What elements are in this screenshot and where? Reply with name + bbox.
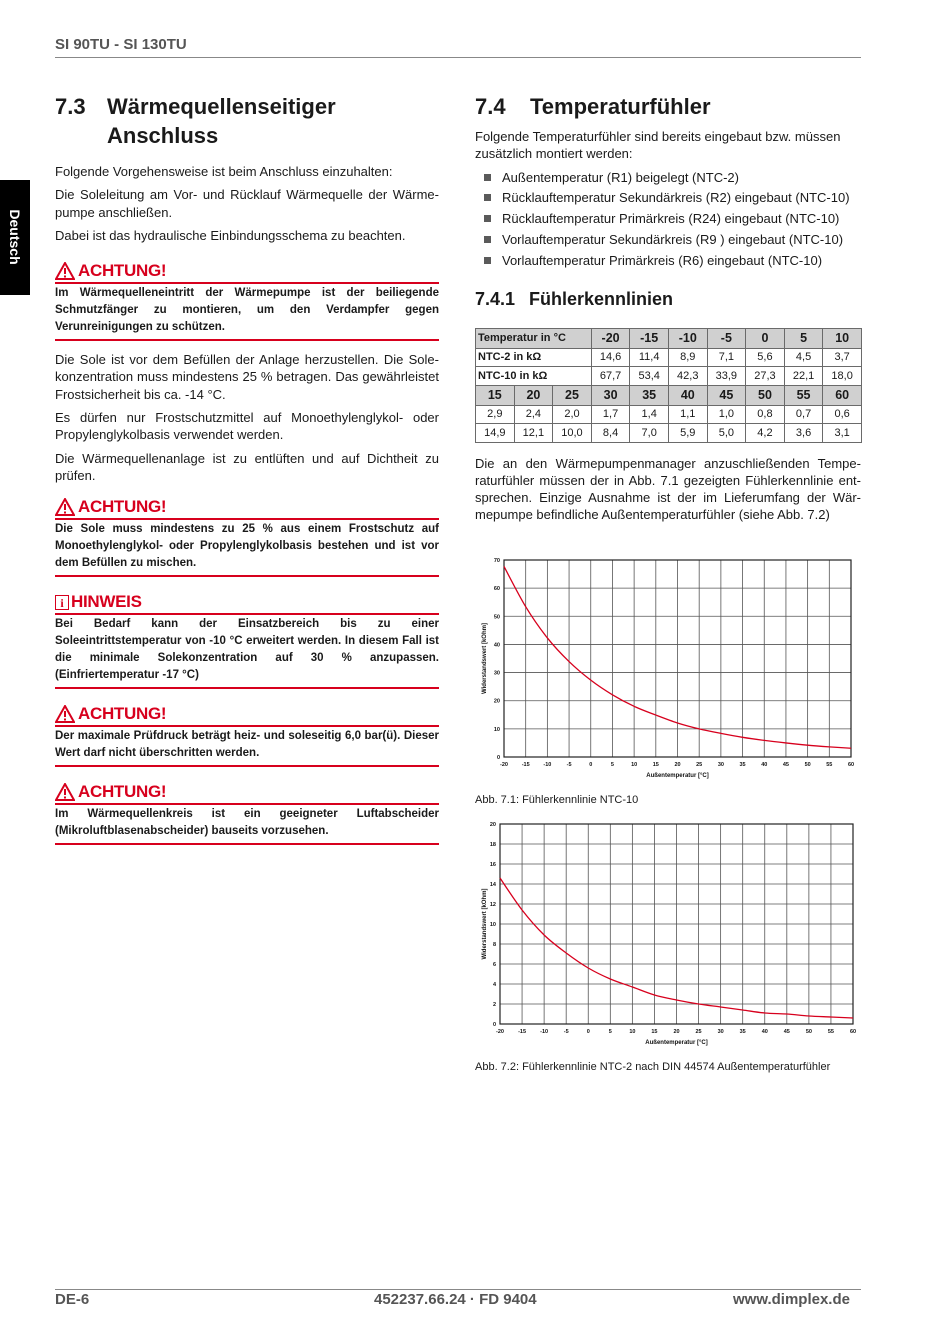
table-cell: 2,0 <box>553 405 592 424</box>
y-tick-label: 0 <box>492 1022 496 1028</box>
table-header-cell: 10 <box>823 328 862 348</box>
subsection-7-4-1-heading <box>475 287 861 311</box>
table-cell: 12,1 <box>514 424 553 443</box>
info-icon: i <box>55 595 69 610</box>
table-cell: 0,8 <box>746 405 785 424</box>
x-tick-label: 45 <box>782 762 789 768</box>
table-header-cell: 5 <box>784 328 823 348</box>
x-tick-label: 60 <box>847 762 855 768</box>
x-tick-label: 55 <box>826 762 833 768</box>
table-cell: 42,3 <box>668 367 707 386</box>
warning-text: Der maximale Prüfdruck beträgt heiz- und soleseitig 6,0 bar(ü). Dieser Wert darf nicht überschritten werden. <box>55 730 439 760</box>
paragraph: Die Soleleitung am Vor- und Rücklauf Wärmequelle der Wärmepumpe anschließen. <box>55 187 439 220</box>
warning-header <box>55 703 439 725</box>
table-cell: 1,0 <box>707 405 746 424</box>
section-title-line2: Anschluss <box>107 123 219 148</box>
table-cell: 67,7 <box>591 367 630 386</box>
y-tick-label: 30 <box>493 670 500 677</box>
section-7-4-heading <box>475 92 861 121</box>
table-cell: 1,4 <box>630 405 669 424</box>
warning-header <box>55 260 439 282</box>
table-cell: 5,0 <box>707 424 746 443</box>
table-header-cell: 40 <box>668 385 707 405</box>
y-tick-label: 16 <box>489 862 496 868</box>
info-text: Bei Bedarf kann der Einsatzbereich bis zu einer Soleeintrittstemperatur von -10 °C erweitert werden. In diesem Fall ist die minimale Solekonzentration auf 30 % anzupassen. (Einfriertemperatur -17 °C) <box>55 618 439 682</box>
x-tick-label: 25 <box>696 762 703 768</box>
paragraph: Die Sole ist vor dem Befüllen der Anlage herzustellen. Die Solekonzentration muss mindestens 25 % betragen. Das gewährleistet Frostsicherheit bis ca. -14 °C. <box>55 352 439 402</box>
section-7-3-heading <box>55 92 439 150</box>
y-tick-label: 2 <box>492 1002 496 1008</box>
y-tick-label: 4 <box>492 982 496 988</box>
table-cell: 18,0 <box>823 367 862 386</box>
table-cell: 14,6 <box>591 348 630 367</box>
table-cell: 3,6 <box>784 424 823 443</box>
table-cell: 1,7 <box>591 405 630 424</box>
x-tick-label: 40 <box>761 762 768 768</box>
footer-divider <box>55 1289 861 1290</box>
y-tick-label: 8 <box>492 942 496 948</box>
x-tick-label: 40 <box>761 1029 768 1035</box>
x-tick-label: -5 <box>566 762 572 768</box>
y-tick-label: 20 <box>489 822 496 828</box>
table-cell: 53,4 <box>630 367 669 386</box>
warning-triangle-icon <box>55 705 75 723</box>
warning-rule <box>55 843 439 845</box>
table-header-cell: -10 <box>668 328 707 348</box>
table-cell: 1,1 <box>668 405 707 424</box>
table-cell: 2,9 <box>476 405 515 424</box>
x-tick-label: -15 <box>518 1029 527 1035</box>
ntc2-chart <box>478 816 860 1048</box>
list-item: Vorlauftemperatur Sekundärkreis (R9 ) eingebaut (NTC-10) <box>475 231 861 248</box>
x-axis-label: Außentemperatur [°C] <box>645 1040 708 1046</box>
left-column <box>55 92 439 845</box>
language-tab-label: Deutsch <box>7 209 23 265</box>
table-cell: 5,6 <box>746 348 785 367</box>
table-row <box>476 385 862 405</box>
table-row <box>476 405 862 424</box>
info-header <box>55 591 439 613</box>
table-row <box>476 348 862 367</box>
paragraph: Folgende Temperaturfühler sind bereits eingebaut bzw. müssen zusätzlich montiert werden: <box>475 129 841 162</box>
table-cell: 3,7 <box>823 348 862 367</box>
table-header-cell: 35 <box>630 385 669 405</box>
document-number: 452237.66.24 · FD 9404 <box>374 1291 537 1308</box>
warning-box <box>55 703 439 767</box>
list-item: Rücklauftemperatur Primärkreis (R24) eingebaut (NTC-10) <box>475 210 861 227</box>
x-tick-label: 5 <box>610 762 614 768</box>
figure-caption: Abb. 7.2: Fühlerkennlinie NTC-2 nach DIN 44574 Außentemperaturfühler <box>475 1061 831 1073</box>
list-item: Rücklauftemperatur Sekundärkreis (R2) eingebaut (NTC-10) <box>475 189 861 206</box>
list-item: Außentemperatur (R1) beigelegt (NTC-2) <box>475 169 861 186</box>
page-number: DE-6 <box>55 1291 90 1308</box>
header-divider <box>55 57 861 58</box>
table-row-label: NTC-10 in kΩ <box>476 367 592 386</box>
warning-label: ACHTUNG! <box>78 782 167 802</box>
y-tick-label: 6 <box>492 962 496 968</box>
table-header-cell: 30 <box>591 385 630 405</box>
warning-header <box>55 781 439 803</box>
paragraph: Folgende Vorgehensweise ist beim Anschluss einzuhalten: <box>55 164 393 179</box>
x-tick-label: -15 <box>521 762 530 768</box>
table-cell: 11,4 <box>630 348 669 367</box>
x-tick-label: 35 <box>739 762 746 768</box>
x-tick-label: 30 <box>717 1029 724 1035</box>
table-header-cell: 15 <box>476 385 515 405</box>
y-tick-label: 14 <box>489 882 496 888</box>
warning-rule <box>55 765 439 767</box>
figure-caption: Abb. 7.1: Fühlerkennlinie NTC-10 <box>475 794 639 806</box>
warning-text: Im Wärmequelleneintritt der Wärmepumpe ist der beiliegende Schmutzfänger zu montieren, um den Verdampfer gegen Verunreinigungen zu schützen. <box>55 287 439 334</box>
x-tick-label: -20 <box>500 762 508 768</box>
table-header-cell: 0 <box>746 328 785 348</box>
x-tick-label: 60 <box>849 1029 857 1035</box>
x-tick-label: 10 <box>631 762 638 768</box>
table-header-cell: -15 <box>630 328 669 348</box>
warning-triangle-icon <box>55 498 75 516</box>
x-tick-label: -5 <box>563 1029 569 1035</box>
table-cell: 14,9 <box>476 424 515 443</box>
y-tick-label: 60 <box>493 586 500 593</box>
y-tick-label: 50 <box>493 614 500 621</box>
header-title: SI 90TU - SI 130TU <box>55 36 187 53</box>
y-axis-label: Widerstandswert [kOhm] <box>482 888 488 960</box>
x-tick-label: 45 <box>783 1029 790 1035</box>
warning-header <box>55 496 439 518</box>
list-item: Vorlauftemperatur Primärkreis (R6) eingebaut (NTC-10) <box>475 252 861 269</box>
section-title-line1: Wärmequellenseitiger <box>107 94 336 119</box>
table-cell: 22,1 <box>784 367 823 386</box>
table-header-cell: 20 <box>514 385 553 405</box>
table-cell: 2,4 <box>514 405 553 424</box>
paragraph: Die an den Wärmepumpenmanager anzuschließenden Temperaturfühler müssen der in Abb. 7.1 gezeigten Fühlerkennlinie entsprechen. Einzige Ausnahme ist der im Lieferumfang der Wärmepumpe befindliche Außentemperaturfühler (siehe Abb. 7.2) <box>475 455 861 523</box>
x-tick-label: 20 <box>674 762 681 768</box>
table-cell: 7,1 <box>707 348 746 367</box>
x-tick-label: -10 <box>540 1029 549 1035</box>
y-tick-label: 12 <box>489 902 496 908</box>
table-cell: 0,6 <box>823 405 862 424</box>
table-header-cell: 45 <box>707 385 746 405</box>
table-header-cell: 55 <box>784 385 823 405</box>
warning-label: ACHTUNG! <box>78 497 167 517</box>
info-box <box>55 591 439 689</box>
x-tick-label: 10 <box>629 1029 636 1035</box>
table-header-cell: 25 <box>553 385 592 405</box>
language-tab <box>0 180 30 295</box>
warning-box <box>55 781 439 845</box>
x-tick-label: 55 <box>827 1029 834 1035</box>
table-cell: 3,1 <box>823 424 862 443</box>
section-title: Temperaturfühler <box>530 94 711 119</box>
table-cell: 8,4 <box>591 424 630 443</box>
x-tick-label: 0 <box>586 1029 590 1035</box>
x-tick-label: 30 <box>717 762 724 768</box>
table-header-cell: 50 <box>746 385 785 405</box>
right-column <box>475 92 861 530</box>
warning-rule <box>55 575 439 577</box>
y-tick-label: 10 <box>489 922 496 928</box>
section-number: 7.3 <box>55 94 86 119</box>
ntc10-chart <box>478 552 860 782</box>
x-tick-label: 50 <box>804 762 811 768</box>
warning-triangle-icon <box>55 783 75 801</box>
info-rule <box>55 687 439 689</box>
x-tick-label: -20 <box>496 1029 504 1035</box>
section-number: 7.4 <box>475 94 506 119</box>
warning-box <box>55 260 439 341</box>
table-cell: 8,9 <box>668 348 707 367</box>
x-tick-label: 0 <box>589 762 593 768</box>
x-tick-label: 5 <box>608 1029 612 1035</box>
x-axis-label: Außentemperatur [°C] <box>646 773 709 779</box>
x-tick-label: 50 <box>805 1029 812 1035</box>
table-cell: 27,3 <box>746 367 785 386</box>
x-tick-label: -10 <box>543 762 552 768</box>
sensor-list <box>475 169 861 269</box>
info-label: HINWEIS <box>71 592 142 612</box>
x-tick-label: 20 <box>673 1029 680 1035</box>
table-cell: 4,2 <box>746 424 785 443</box>
y-axis-label: Widerstandswert [kOhm] <box>482 623 488 694</box>
table-cell: 10,0 <box>553 424 592 443</box>
y-tick-label: 70 <box>493 558 500 564</box>
warning-label: ACHTUNG! <box>78 704 167 724</box>
paragraph: Es dürfen nur Frostschutzmittel auf Monoethylenglykol- oder Propylenglykolbasis verwendet werden. <box>55 410 439 443</box>
table-row <box>476 328 862 348</box>
website-link[interactable]: www.dimplex.de <box>733 1291 850 1308</box>
warning-text: Im Wärmequellenkreis ist ein geeigneter Luftabscheider (Mikroluftblasenabscheider) bauseits vorzusehen. <box>55 808 439 838</box>
table-header-cell: 60 <box>823 385 862 405</box>
x-tick-label: 25 <box>695 1029 702 1035</box>
y-tick-label: 20 <box>493 698 500 705</box>
table-cell: 5,9 <box>668 424 707 443</box>
table-cell: 33,9 <box>707 367 746 386</box>
table-header-cell: -20 <box>591 328 630 348</box>
table-row <box>476 367 862 386</box>
table-header-cell: Temperatur in °C <box>476 328 592 348</box>
y-tick-label: 18 <box>489 842 496 848</box>
paragraph: Dabei ist das hydraulische Einbindungsschema zu beachten. <box>55 227 406 243</box>
warning-triangle-icon <box>55 262 75 280</box>
table-row-label: NTC-2 in kΩ <box>476 348 592 367</box>
x-tick-label: 15 <box>652 762 659 768</box>
section-title <box>107 92 336 150</box>
table-cell: 0,7 <box>784 405 823 424</box>
x-tick-label: 15 <box>651 1029 658 1035</box>
warning-label: ACHTUNG! <box>78 261 167 281</box>
table-header-cell: -5 <box>707 328 746 348</box>
y-tick-label: 0 <box>496 755 500 761</box>
table-cell: 7,0 <box>630 424 669 443</box>
table-cell: 4,5 <box>784 348 823 367</box>
paragraph: Die Wärmequellenanlage ist zu entlüften und auf Dichtheit zu prüfen. <box>55 450 439 483</box>
subsection-number: 7.4.1 <box>475 288 516 309</box>
table-row <box>476 424 862 443</box>
sensor-table <box>475 328 862 443</box>
x-tick-label: 35 <box>739 1029 746 1035</box>
y-tick-label: 10 <box>493 726 500 733</box>
warning-box <box>55 496 439 577</box>
warning-text: Die Sole muss mindestens zu 25 % aus einem Frostschutz auf Monoethylenglykol- oder Propylenglykolbasis bestehen und ist vor dem Befüllen zu mischen. <box>55 523 439 570</box>
y-tick-label: 40 <box>493 642 500 649</box>
subsection-title: Fühlerkennlinien <box>529 288 674 309</box>
